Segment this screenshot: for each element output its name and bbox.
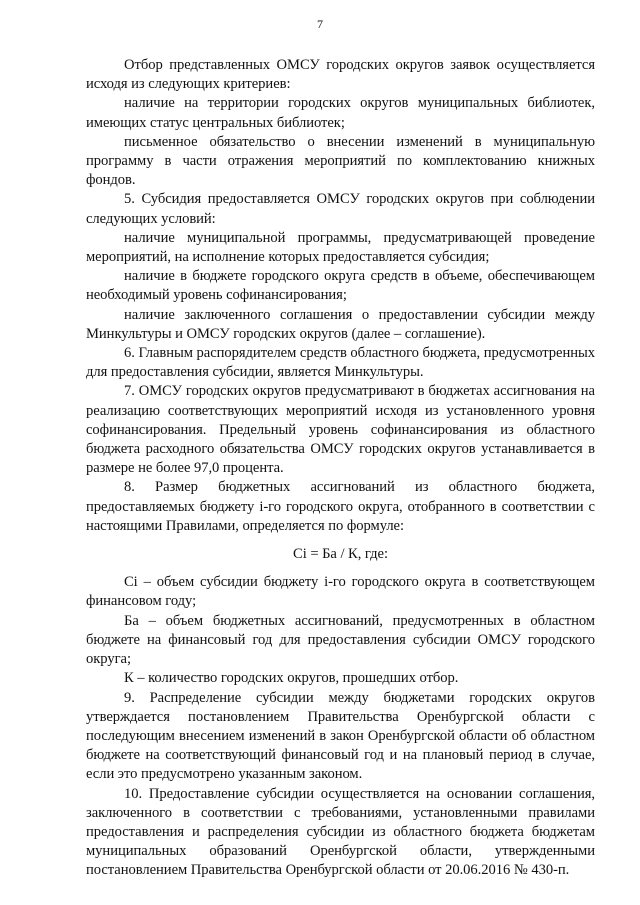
paragraph-definition-k: К – количество городских округов, прошедших отбор. <box>124 670 459 687</box>
paragraph-definition-ba: Ба – объем бюджетных ассигнований, предусмотренных в областном бюджете на финансовый год для предоставления субсидии ОМСУ городского округа; <box>86 612 595 668</box>
paragraph-item-6: 6. Главным распорядителем средств областного бюджета, предусмотренных для предоставления субсидии, является Минкультуры. <box>86 345 595 381</box>
formula: Ci = Ба / К, где: <box>293 546 388 563</box>
paragraph-definition-ci: Ci – объем субсидии бюджету i-го городского округа в соответствующем финансовом году; <box>86 574 595 610</box>
document-body <box>86 56 595 881</box>
paragraph-condition-agreement: наличие заключенного соглашения о предоставлении субсидии между Минкультуры и ОМСУ городских округов (далее – соглашение). <box>86 306 595 342</box>
paragraph-selection-criteria: Отбор представленных ОМСУ городских округов заявок осуществляется исходя из следующих критериев: <box>86 57 595 93</box>
paragraph-item-9: 9. Распределение субсидии между бюджетами городских округов утверждается постановлением Правительства Оренбургской области с последующим внесением изменений в закон Оренбургской области об областном бюджете на соответствующий финансовый год и на плановый период в случае, если это предусмотрено указанным законом. <box>86 689 595 783</box>
paragraph-criterion-libraries: наличие на территории городских округов муниципальных библиотек, имеющих статус центральных библиотек; <box>86 95 595 131</box>
paragraph-item-10: 10. Предоставление субсидии осуществляется на основании соглашения, заключенного в соответствии с требованиями, установленными правилами предоставления и распределения субсидии из областного бюджета бюджетам муниципальных образований Оренбургской области, утвержденными постановлением Правительства Оренбургской области от 20.06.2016 № 430-п. <box>86 785 595 879</box>
paragraph-item-8: 8. Размер бюджетных ассигнований из областного бюджета, предоставляемых бюджету i-го городского округа, отобранного в соответствии с настоящими Правилами, определяется по формуле: <box>86 479 595 534</box>
paragraph-condition-program: наличие муниципальной программы, предусматривающей проведение мероприятий, на исполнение которых предоставляется субсидия; <box>86 229 595 266</box>
paragraph-criterion-obligation: письменное обязательство о внесении изменений в муниципальную программу в части отражения мероприятий по комплектованию книжных фондов. <box>86 133 595 189</box>
paragraph-item-7: 7. ОМСУ городских округов предусматривают в бюджетах ассигнования на реализацию соответствующих мероприятий исходя из установленного уровня софинансирования. Предельный уровень софинансирования из областного бюджета расходного обязательства ОМСУ городских округов устанавливается в размере не более 97,0 процента. <box>86 383 595 477</box>
paragraph-item-5: 5. Субсидия предоставляется ОМСУ городских округов при соблюдении следующих условий: <box>86 191 595 227</box>
paragraph-condition-budget: наличие в бюджете городского округа средств в объеме, обеспечивающем необходимый уровень софинансирования; <box>86 268 595 304</box>
page-number: 7 <box>317 17 323 31</box>
